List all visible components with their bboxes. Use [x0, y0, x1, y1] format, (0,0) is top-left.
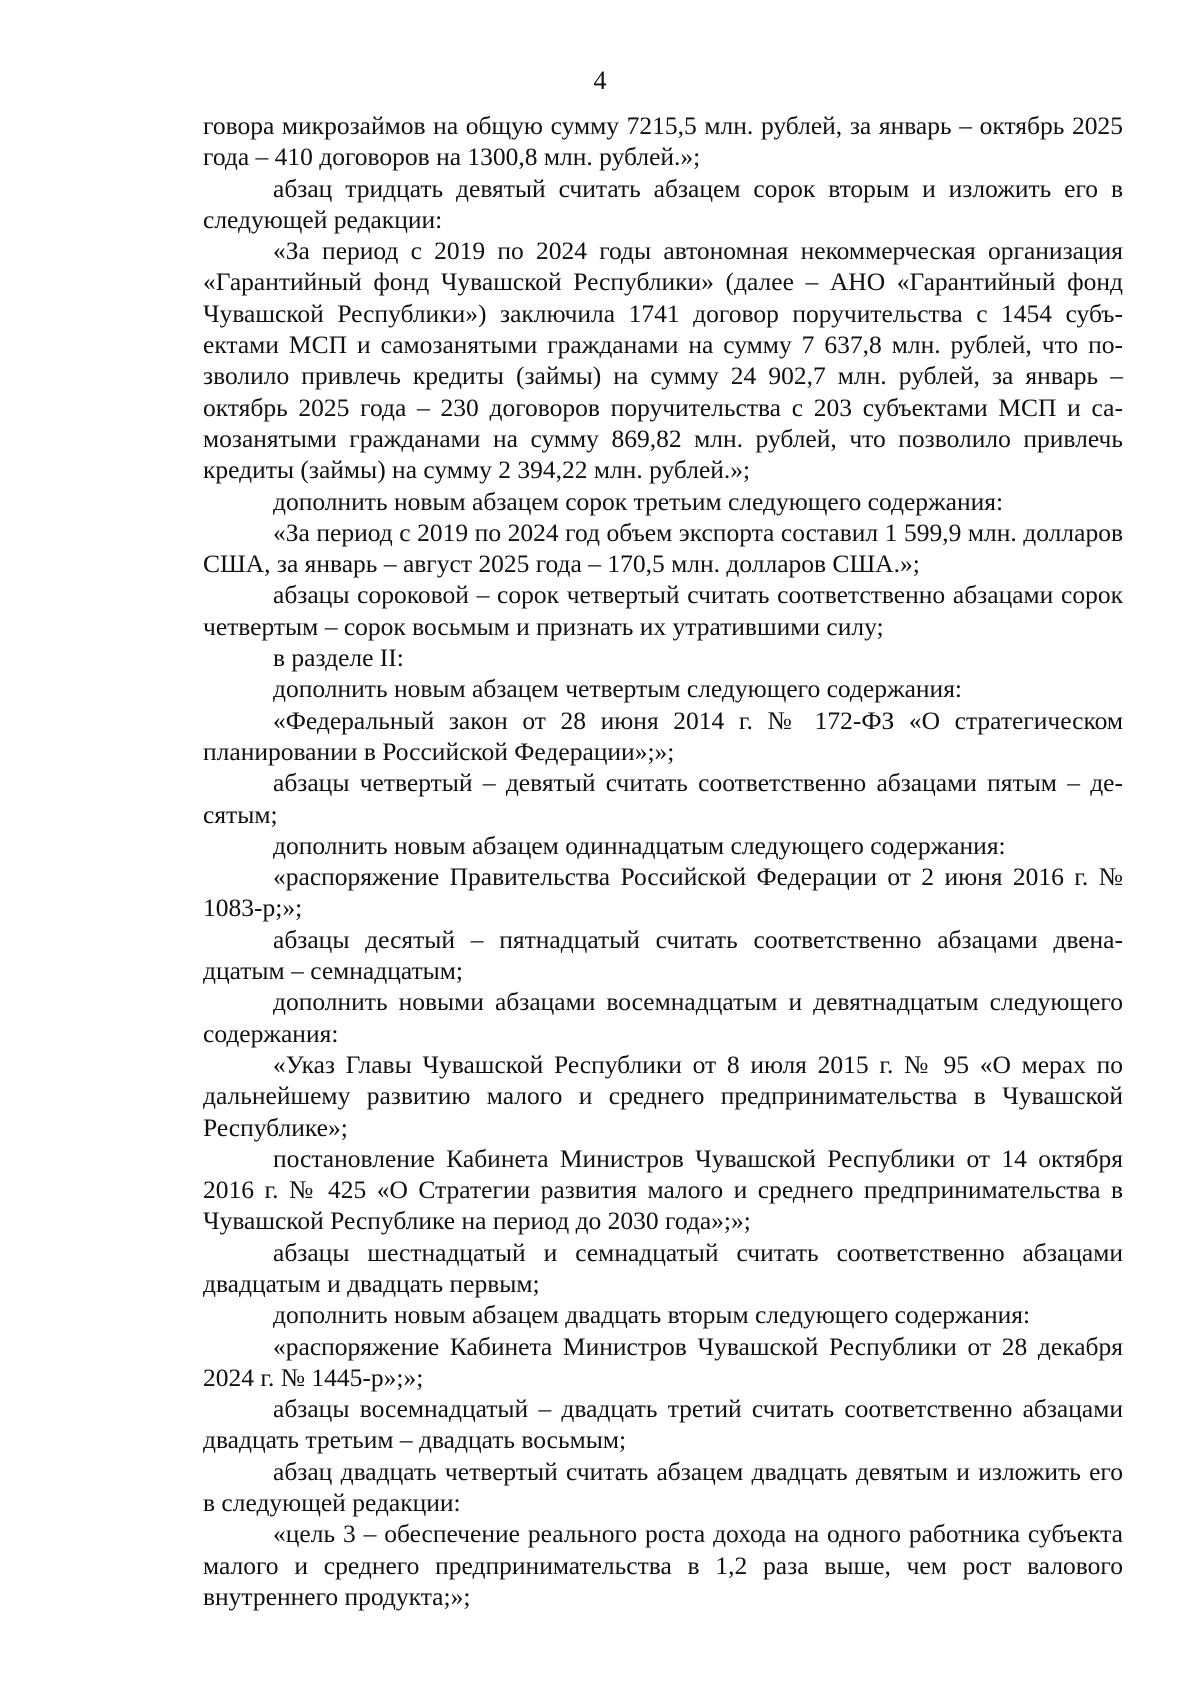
- paragraph-5: «За период с 2019 по 2024 год объем экспорта составил 1 599,9 млн. долларов США, за январь – август 2025 года – 170,5 млн. долларов США.»;: [203, 517, 1123, 579]
- paragraph-2: абзац тридцать девятый считать абзацем сорок вторым и изложить его в следующей редакции:: [203, 173, 1123, 234]
- page-number: 4: [593, 66, 607, 95]
- paragraph-17: абзацы шестнадцатый и семнадцатый считать соответственно абзацами двадцатым и двадцать первым;: [203, 1237, 1123, 1298]
- paragraph-3: «За период с 2019 по 2024 годы автономная некоммерческая организация «Гарантийный фонд Чувашской Республики» (далее – АНО «Гарантийный фонд Чувашской Республики») заключила 1741 договор поручительства с 1454 субъектами МСП и самозанятыми гражданами на сумму 7 637,8 млн. рублей, что позволило привлечь кредиты (займы) на сумму 24 902,7 млн. рублей, за январь – октябрь 2025 года – 230 договоров поручительства с 203 субъектами МСП и самозанятыми гражданами на сумму 869,82 млн. рублей, что позволило привлечь кредиты (займы) на сумму 2 394,22 млн. рублей.»;: [203, 236, 1123, 485]
- paragraph-9: «Федеральный закон от 28 июня 2014 г. № 172-ФЗ «О стратегическом планировании в Российской Федерации»;»;: [203, 705, 1123, 766]
- paragraph-15: «Указ Главы Чувашской Республики от 8 июля 2015 г. № 95 «О мерах по дальнейшему развитию малого и среднего предпринимательства в Чувашской Республике»;: [203, 1049, 1123, 1142]
- document-body: [203, 110, 1123, 1612]
- paragraph-18: дополнить новым абзацем двадцать вторым следующего содержания:: [273, 1300, 1031, 1330]
- paragraph-19: «распоряжение Кабинета Министров Чувашской Республики от 28 декабря 2024 г. № 1445-р»;»;: [203, 1331, 1123, 1392]
- paragraph-22: «цель 3 – обеспечение реального роста дохода на одного работника субъекта малого и среднего предпринимательства в 1,2 раза выше, чем рост валового внутреннего продукта;»;: [203, 1519, 1123, 1611]
- paragraph-6: абзацы сороковой – сорок четвертый считать соответственно абзацами сорок четвертым – сорок восьмым и признать их утратившими силу;: [203, 580, 1123, 641]
- paragraph-21: абзац двадцать четвертый считать абзацем двадцать девятым и изложить его в следующей редакции:: [203, 1456, 1123, 1518]
- paragraph-14: дополнить новыми абзацами восемнадцатым и девятнадцатым следующего содержания:: [203, 987, 1123, 1048]
- paragraph-7: в разделе II:: [273, 643, 404, 673]
- paragraph-20: абзацы восемнадцатый – двадцать третий считать соответственно абзацами двадцать третьим – двадцать восьмым;: [203, 1394, 1123, 1455]
- paragraph-10: абзацы четвертый – девятый считать соответственно абзацами пятым – десятым;: [203, 768, 1123, 829]
- paragraph-4: дополнить новым абзацем сорок третьим следующего содержания:: [273, 486, 1004, 516]
- paragraph-16: постановление Кабинета Министров Чувашской Республики от 14 октября 2016 г. № 425 «О Стратегии развития малого и среднего предпринимательства в Чувашской Республике на период до 2030 года»;»;: [203, 1143, 1123, 1236]
- paragraph-11: дополнить новым абзацем одиннадцатым следующего содержания:: [273, 830, 1006, 860]
- paragraph-1: говора микрозаймов на общую сумму 7215,5 млн. рублей, за январь – октябрь 2025 года – 410 договоров на 1300,8 млн. рублей.»;: [203, 111, 1123, 172]
- paragraph-12: «распоряжение Правительства Российской Федерации от 2 июня 2016 г. № 1083-р;»;: [203, 862, 1123, 923]
- paragraph-8: дополнить новым абзацем четвертым следующего содержания:: [273, 674, 963, 704]
- paragraph-13: абзацы десятый – пятнадцатый считать соответственно абзацами двенадцатым – семнадцатым;: [203, 924, 1123, 986]
